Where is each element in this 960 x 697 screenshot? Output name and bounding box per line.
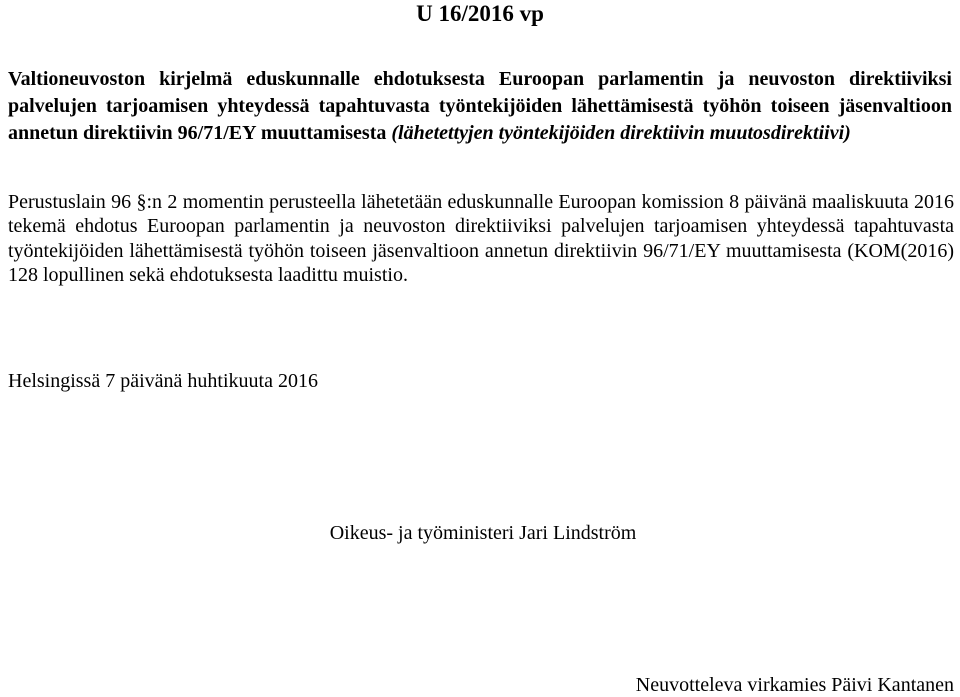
document-id: U 16/2016 vp	[416, 1, 544, 26]
official-signature: Neuvotteleva virkamies Päivi Kantanen	[635, 674, 954, 696]
document-title	[8, 66, 952, 147]
place-and-date: Helsingissä 7 päivänä huhtikuuta 2016	[8, 370, 318, 392]
minister-signature: Oikeus- ja työministeri Jari Lindström	[329, 522, 637, 544]
title-short-name: (lähetettyjen työntekijöiden direktiivin muutosdirektiivi)	[391, 122, 851, 144]
body-paragraph: Perustuslain 96 §:n 2 momentin perusteella lähetetään eduskunnalle Euroopan komission 8 päivänä maaliskuuta 2016 tekemä ehdotus Euroopan parlamentin ja neuvoston direktiiviksi palvelujen tarjoamisen yhteydessä tapahtuvasta työntekijöiden lähettämisestä työhön toiseen jäsenvaltioon annetun direktiivin 96/71/EY muuttamisesta (KOM(2016) 128 lopullinen sekä ehdotuksesta laadittu muistio.	[8, 191, 954, 287]
title-main: Valtioneuvoston kirjelmä eduskunnalle ehdotuksesta Euroopan parlamentin ja neuvoston direktiiviksi palvelujen tarjoamisen yhteydessä tapahtuvasta työntekijöiden lähettämisestä työhön toiseen jäsenvaltioon annetun direktiivin 96/71/EY muuttamisesta	[8, 68, 952, 144]
